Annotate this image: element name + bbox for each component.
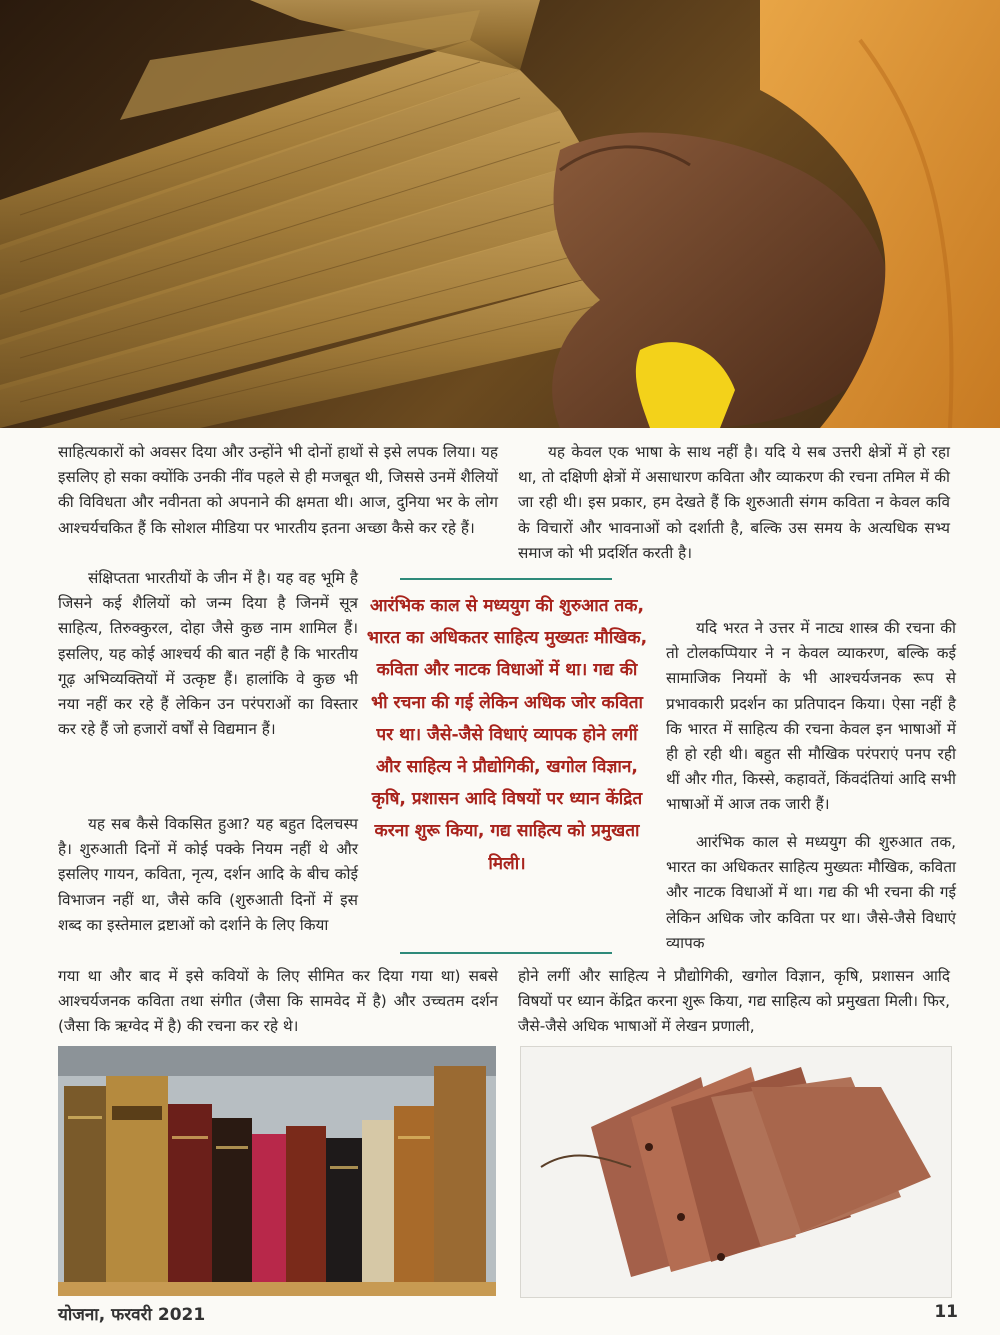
article-paragraph-left-2: संक्षिप्तता भारतीयों के जीन में है। यह वह भूमि है जिसने कई शैलियों को जन्म दिया है जिनमें सूत्र साहित्य, तिरुक्कुरल, दोहा जैसे कुछ नाम शामिल हैं। इसलिए, यह कोई आश्चर्य की बात नहीं है कि भारतीय गूढ़ अभिव्यक्तियों में उत्कृष्ट हैं। हालांकि वे कुछ भी नया नहीं कर रहे हैं लेकिन उन परंपराओं का विस्तार कर रहे हैं जो हजारों वर्षों से विद्यमान हैं। bbox=[58, 569, 358, 739]
old-books-illustration bbox=[58, 1046, 496, 1296]
article-paragraph-right-2: यदि भरत ने उत्तर में नाट्य शास्त्र की रचना की तो टोलकप्पियार ने न केवल व्याकरण, बल्कि कई सामाजिक नियमों के भी आश्चर्यजनक रूप से प्रभावकारी प्रदर्शन का प्रतिपादन किया। ऐसा नहीं है कि भारत में साहित्य की रचना केवल इन भाषाओं में ही हो रही थी। बहुत सी मौखिक परंपराएं पनप रही थीं और गीत, किस्से, कहावतें, किंवदंतियां आदि सभी भाषाओं में आज तक जारी हैं। bbox=[666, 619, 956, 814]
pull-quote-top-rule bbox=[400, 578, 612, 580]
pull-quote-bottom-rule bbox=[400, 952, 612, 954]
photo-palm-leaf-bundle bbox=[520, 1046, 952, 1298]
article-paragraph-left-1: साहित्यकारों को अवसर दिया और उन्होंने भी दोनों हाथों से इसे लपक लिया। यह इसलिए हो सका क्योंकि उनकी नींव पहले से ही मजबूत थी, जिससे उनमें शैलियों की विविधता और नवीनता को अपनाने की क्षमता थी। आज, दुनिया भर के लोग आश्चर्यचकित हैं कि सोशल मीडिया पर भारतीय इतना अच्छा कैसे कर रहे हैं। bbox=[58, 443, 498, 537]
article-paragraph-right-1: यह केवल एक भाषा के साथ नहीं है। यदि ये सब उत्तरी क्षेत्रों में हो रहा था, तो दक्षिणी क्षेत्रों में असाधारण कविता और व्याकरण की रचना तमिल में की जा रही थी। इस प्रकार, हम देखते हैं कि शुरुआती संगम कविता न केवल कवि के विचारों और भावनाओं को दर्शाती है, बल्कि उस समय के अत्यधिक सभ्य समाज को भी प्रदर्शित करती है। bbox=[518, 443, 951, 562]
article-paragraph-right-3-continued: होने लगीं और साहित्य ने प्रौद्योगिकी, खगोल विज्ञान, कृषि, प्रशासन आदि विषयों पर ध्यान केंद्रित करना शुरू किया, गद्य साहित्य को प्रमुखता मिली। फिर, जैसे-जैसे अधिक भाषाओं में लेखन प्रणाली, bbox=[518, 967, 950, 1036]
hero-photo-palm-leaf-manuscripts bbox=[0, 0, 1000, 428]
article-paragraph-right-3: आरंभिक काल से मध्ययुग की शुरुआत तक, भारत का अधिकतर साहित्य मुख्यतः मौखिक, कविता और नाटक विधाओं में था। गद्य की भी रचना की गई लेकिन अधिक जोर कविता पर था। जैसे-जैसे विधाएं व्यापक bbox=[666, 833, 956, 952]
article-paragraph-left-3-continued: गया था और बाद में इसे कवियों के लिए सीमित कर दिया गया था) सबसे आश्चर्यजनक कविता तथा संगीत (जैसा कि सामवेद में है) और उच्चतम दर्शन (जैसा कि ऋग्वेद में है) की रचना कर रहे थे। bbox=[58, 967, 498, 1036]
pull-quote: आरंभिक काल से मध्ययुग की शुरुआत तक, भारत का अधिकतर साहित्य मुख्यतः मौखिक, कविता और नाटक विधाओं में था। गद्य की भी रचना की गई लेकिन अधिक जोर कविता पर था। जैसे-जैसे विधाएं व्यापक होने लगीं और साहित्य ने प्रौद्योगिकी, खगोल विज्ञान, कृषि, प्रशासन आदि विषयों पर ध्यान केंद्रित करना शुरू किया, गद्य साहित्य को प्रमुखता मिली। bbox=[366, 596, 648, 874]
palm-leaf-bundle-illustration bbox=[521, 1047, 951, 1297]
article-paragraph-left-3: यह सब कैसे विकसित हुआ? यह बहुत दिलचस्प है। शुरुआती दिनों में कोई पक्के नियम नहीं थे और इसलिए गायन, कविता, नृत्य, दर्शन आदि के बीच कोई विभाजन नहीं था, जैसे कवि (शुरुआती दिनों में इस शब्द का इस्तेमाल द्रष्टाओं को दर्शाने के लिए किया bbox=[58, 815, 358, 934]
footer-page-number: 11 bbox=[934, 1302, 958, 1322]
footer-publication: योजना, फरवरी 2021 bbox=[58, 1305, 206, 1325]
palm-leaf-manuscript-illustration bbox=[0, 0, 1000, 428]
photo-old-books-on-shelf bbox=[58, 1046, 496, 1296]
